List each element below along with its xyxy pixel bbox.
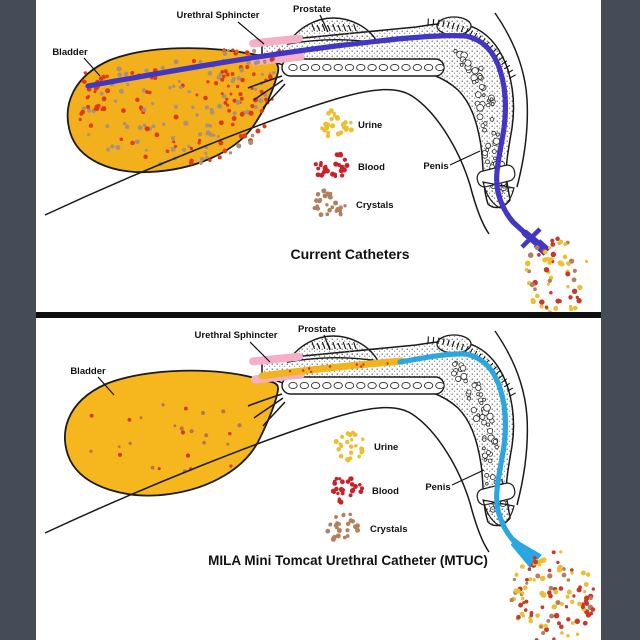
- figure-content: [36, 0, 601, 640]
- legend-label-urine: Urine: [358, 120, 383, 131]
- legend-dots: [313, 108, 354, 217]
- label-prostate: Prostate: [292, 4, 332, 15]
- panel-mtuc-catheter: [36, 318, 601, 640]
- legend-label-urine: Urine: [374, 442, 399, 453]
- anatomy-figure-bottom: [36, 318, 601, 640]
- right-letterbox-bar: [601, 0, 640, 640]
- label-urethral-sphincter: Urethral Sphincter: [176, 10, 260, 21]
- label-prostate: Prostate: [297, 324, 337, 335]
- legend-label-blood: Blood: [358, 162, 385, 173]
- label-urethral-sphincter: Urethral Sphincter: [194, 330, 278, 341]
- legend-label-blood: Blood: [372, 486, 399, 497]
- bladder-shape: [65, 371, 278, 496]
- label-penis: Penis: [423, 161, 449, 172]
- label-penis: Penis: [425, 482, 451, 493]
- label-bladder: Bladder: [70, 366, 106, 377]
- spray: [525, 237, 589, 312]
- pelvic-bone: [282, 59, 444, 76]
- spray: [510, 550, 596, 640]
- label-bladder: Bladder: [52, 47, 88, 58]
- pelvic-bone: [282, 377, 444, 394]
- legend-dots: [325, 431, 364, 542]
- leader-penis: [450, 151, 480, 165]
- caption-mtuc: MILA Mini Tomcat Urethral Catheter (MTUC): [208, 553, 488, 568]
- caption-current-catheters: Current Catheters: [290, 246, 410, 262]
- anatomy-figure-top: [36, 0, 601, 312]
- panel-current-catheters: [36, 0, 601, 312]
- leader-penis: [452, 470, 484, 485]
- left-letterbox-bar: [0, 0, 36, 640]
- legend-label-crystals: Crystals: [356, 200, 394, 211]
- legend-label-crystals: Crystals: [370, 524, 408, 535]
